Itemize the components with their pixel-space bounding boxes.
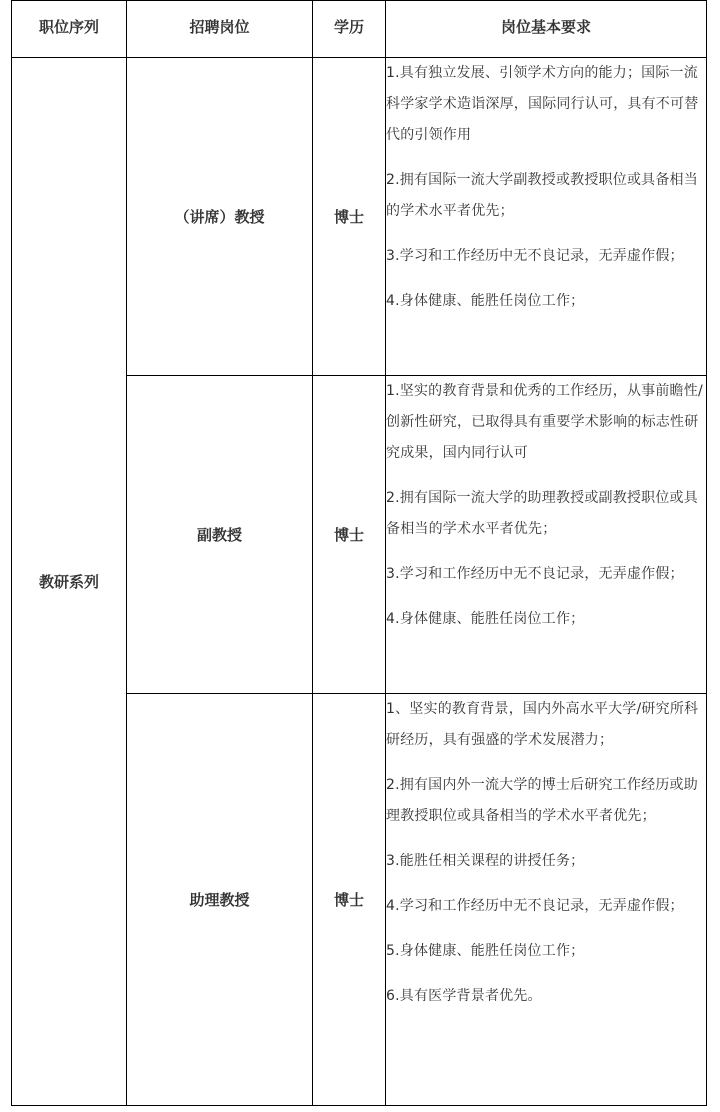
table-header-row xyxy=(12,1,707,58)
requirement-item: 4.学习和工作经历中无不良记录，无弄虚作假； xyxy=(386,898,684,914)
sequence-cell: 教研系列 xyxy=(12,58,127,1106)
requirement-item: 2.拥有国际一流大学的助理教授或副教授职位或具备相当的学术水平者优先； xyxy=(386,490,698,537)
position-cell: 助理教授 xyxy=(127,694,313,1106)
header-requirements: 岗位基本要求 xyxy=(386,1,707,58)
header-position: 招聘岗位 xyxy=(127,1,313,58)
education-cell: 博士 xyxy=(313,58,386,376)
requirement-item: 3.学习和工作经历中无不良记录，无弄虚作假； xyxy=(386,566,684,582)
requirement-item: 6.具有医学背景者优先。 xyxy=(386,988,542,1004)
position-cell: 副教授 xyxy=(127,376,313,694)
requirement-item: 1.具有独立发展、引领学术方向的能力；国际一流科学家学术造诣深厚，国际同行认可，具有不可替代的引领作用 xyxy=(386,65,699,143)
requirements-cell xyxy=(386,376,707,694)
requirement-item: 1.坚实的教育背景和优秀的工作经历，从事前瞻性/创新性研究，已取得具有重要学术影响的标志性研究成果，国内同行认可 xyxy=(386,383,703,461)
requirements-cell xyxy=(386,694,707,1106)
requirements-cell xyxy=(386,58,707,376)
requirement-item: 1、坚实的教育背景，国内外高水平大学/研究所科研经历，具有强盛的学术发展潜力； xyxy=(386,701,699,748)
header-sequence: 职位序列 xyxy=(12,1,127,58)
requirement-item: 5.身体健康、能胜任岗位工作； xyxy=(386,943,585,959)
recruitment-table xyxy=(11,0,707,1106)
education-cell: 博士 xyxy=(313,694,386,1106)
education-cell: 博士 xyxy=(313,376,386,694)
header-education: 学历 xyxy=(313,1,386,58)
requirement-item: 3.能胜任相关课程的讲授任务； xyxy=(386,853,585,869)
table-row xyxy=(12,58,707,376)
requirement-item: 4.身体健康、能胜任岗位工作； xyxy=(386,611,585,627)
requirement-item: 4.身体健康、能胜任岗位工作； xyxy=(386,293,585,309)
requirement-item: 3.学习和工作经历中无不良记录，无弄虚作假； xyxy=(386,248,684,264)
requirement-item: 2.拥有国际一流大学副教授或教授职位或具备相当的学术水平者优先； xyxy=(386,172,698,219)
requirement-item: 2.拥有国内外一流大学的博士后研究工作经历或助理教授职位或具备相当的学术水平者优先； xyxy=(386,777,698,824)
position-cell: （讲席）教授 xyxy=(127,58,313,376)
